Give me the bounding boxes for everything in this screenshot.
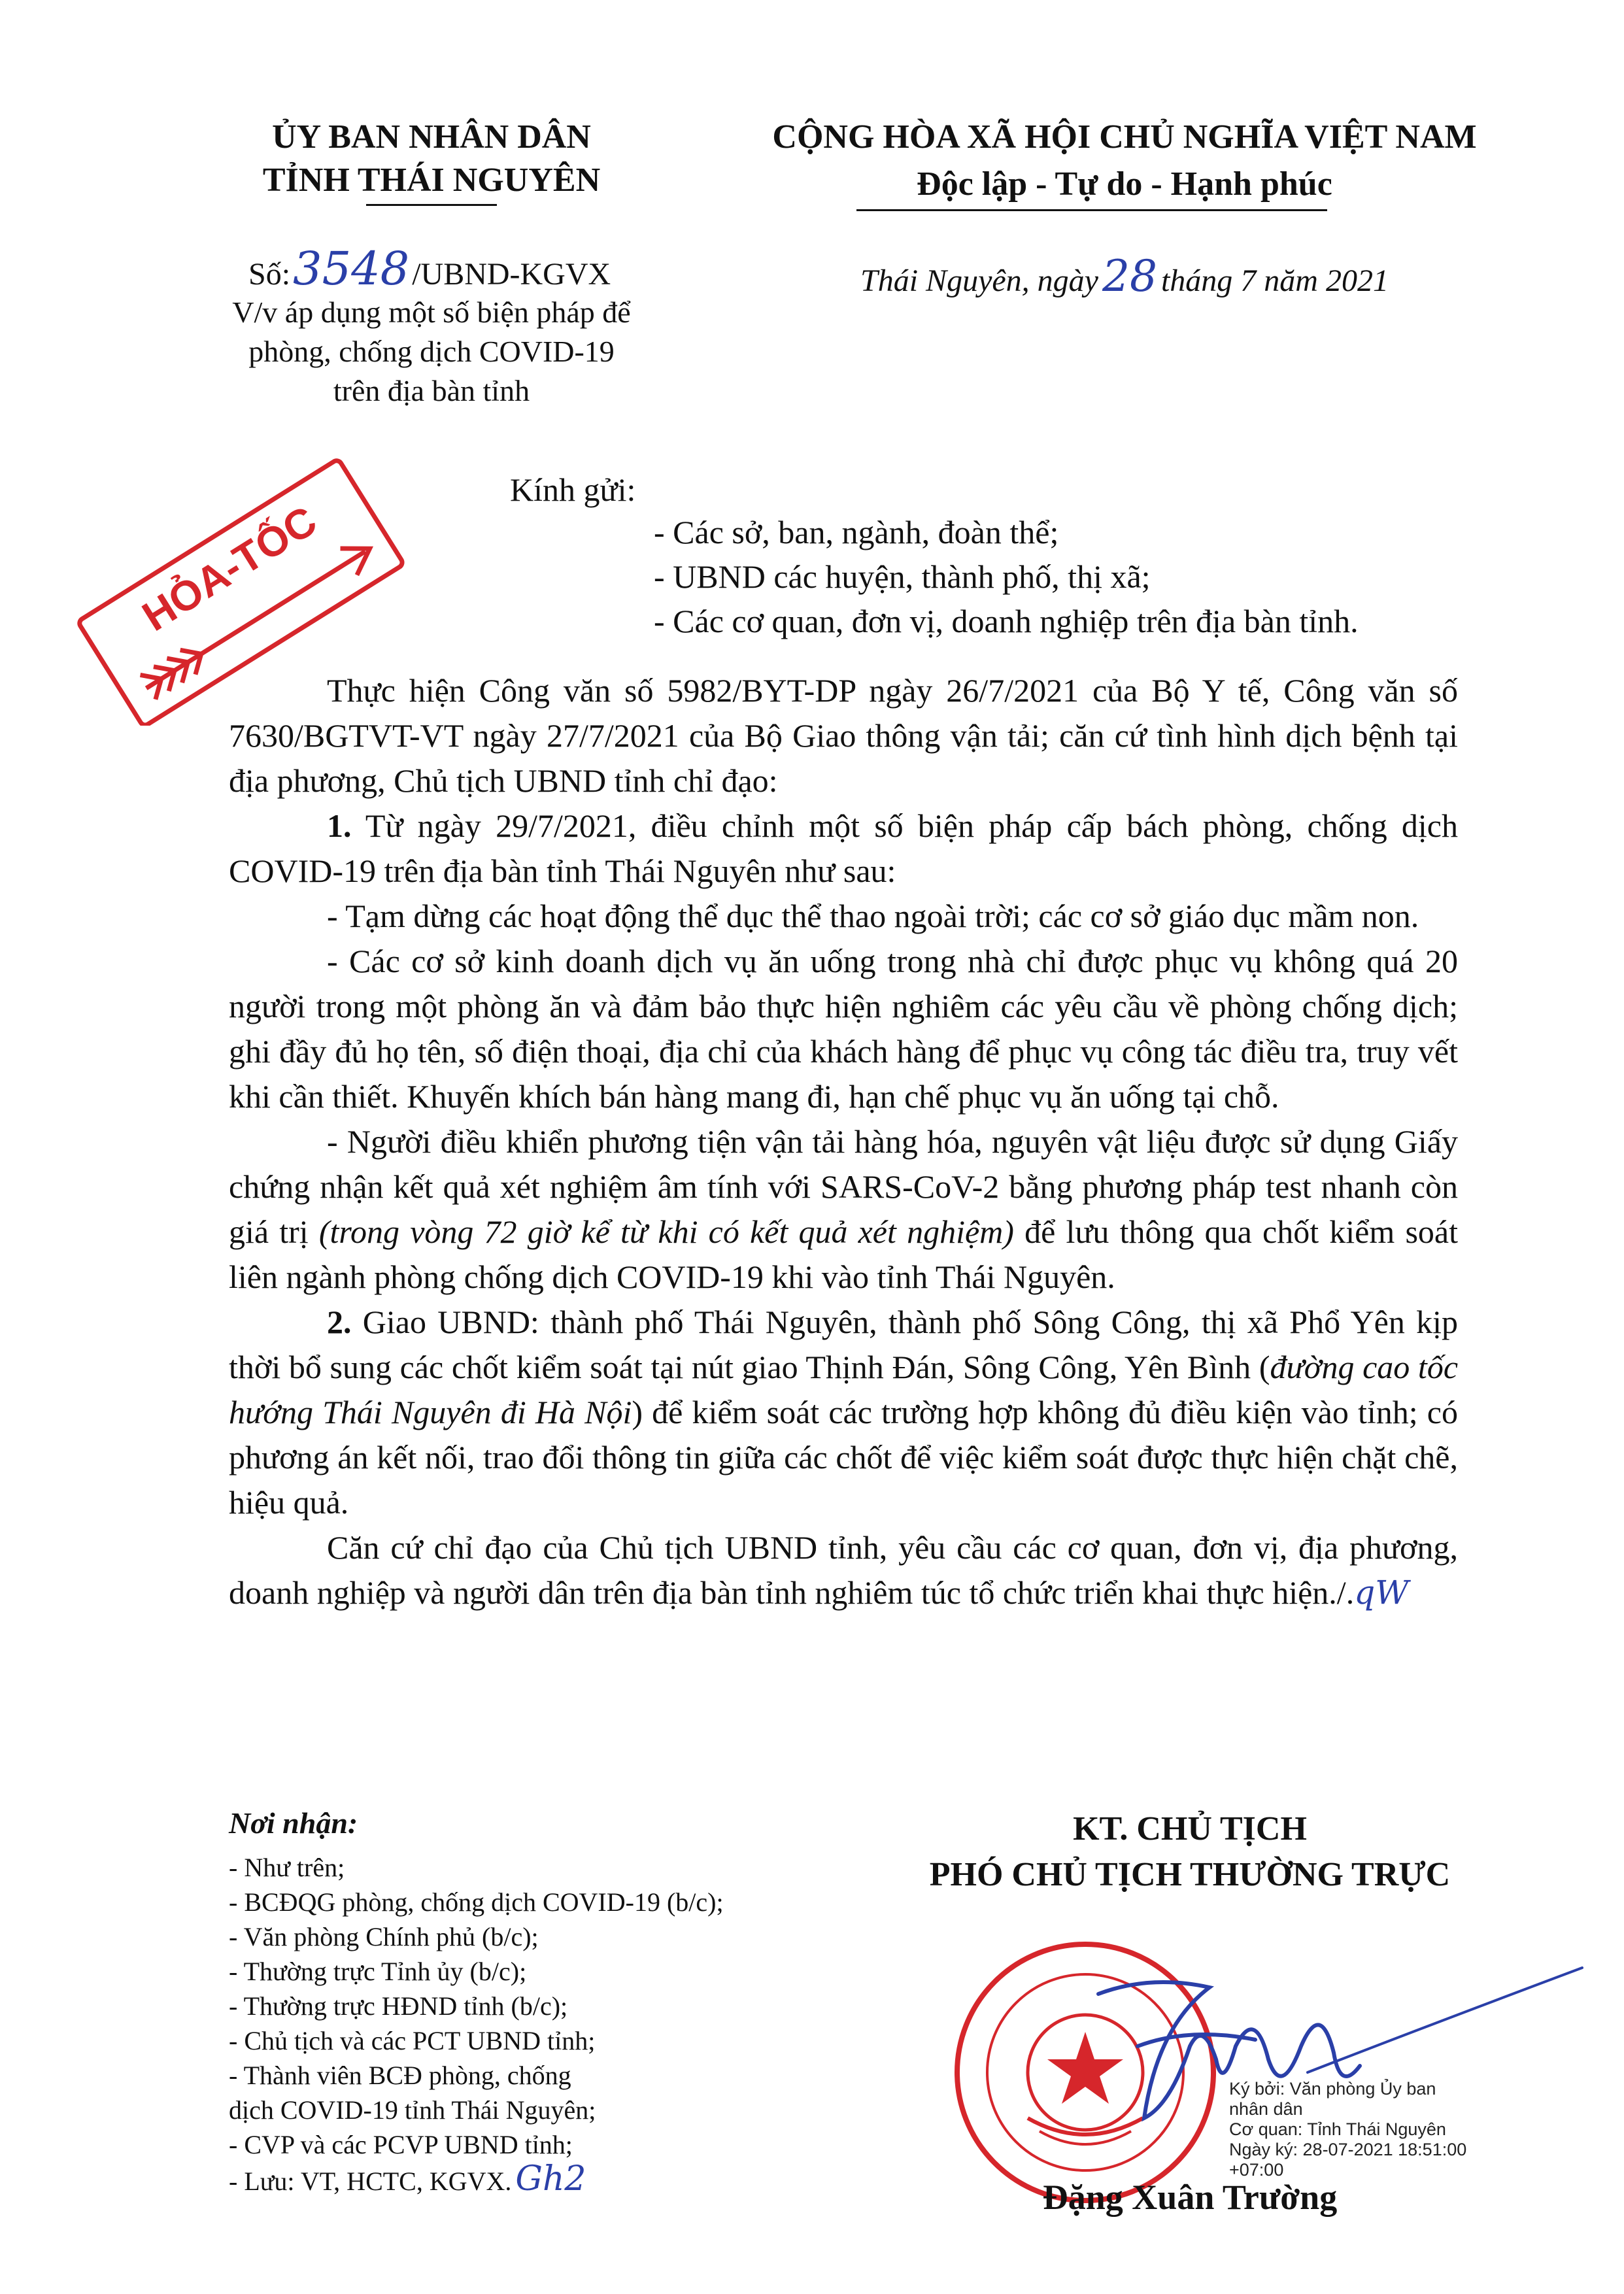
section-2-italic: đường cao tốc hướng Thái Nguyên đi Hà Nội bbox=[229, 1349, 1459, 1430]
bullet-transport-italic: (trong vòng 72 giờ kể từ khi có kết quả xét nghiệm) bbox=[318, 1213, 1014, 1250]
recipient-item: - Các cơ quan, đơn vị, doanh nghiệp trên địa bàn tỉnh. bbox=[654, 603, 1359, 639]
document-date bbox=[706, 251, 1543, 301]
signature-authority: KT. CHỦ TỊCH bbox=[1073, 1810, 1307, 1847]
document-subject bbox=[196, 293, 667, 411]
section-1-number: 1. bbox=[327, 807, 352, 844]
header-divider-left bbox=[366, 204, 497, 206]
closing-initials-handwritten: qW bbox=[1354, 1574, 1409, 1611]
section-2 bbox=[229, 1300, 1458, 1525]
section-1-text: Từ ngày 29/7/2021, điều chỉnh một số biện pháp cấp bách phòng, chống dịch COVID-19 trên địa bàn tỉnh Thái Nguyên như sau: bbox=[229, 807, 1458, 889]
digital-signature-info bbox=[1229, 2079, 1556, 2180]
bullet-transport-text-end: để lưu thông qua chốt kiểm soát liên ngành phòng chống dịch COVID-19 khi vào tỉnh Thái Nguyên. bbox=[229, 1213, 1458, 1295]
section-1 bbox=[229, 803, 1458, 894]
bullet-transport-text: - Người điều khiển phương tiện vận tải hàng hóa, nguyên vật liệu được sử dụng Giấy chứng nhận kết quả xét nghiệm âm tính với SARS-CoV-2 bằng phương pháp test nhanh còn giá trị bbox=[229, 1123, 1458, 1250]
distribution-list bbox=[229, 1850, 817, 2199]
organization-name: ỦY BAN NHÂN DÂN bbox=[272, 118, 591, 156]
digital-signature-line: Ngày ký: 28-07-2021 18:51:00 bbox=[1229, 2140, 1467, 2159]
digital-signature-line: Cơ quan: Tỉnh Thái Nguyên bbox=[1229, 2119, 1446, 2139]
closing-text: Căn cứ chỉ đạo của Chủ tịch UBND tỉnh, yêu cầu các cơ quan, đơn vị, địa phương, doanh nghiệp và người dân trên địa bàn tỉnh nghiêm túc tổ chức triển khai thực hiện./. bbox=[229, 1529, 1458, 1611]
document-number-prefix: Số: bbox=[248, 257, 291, 292]
section-2-text-end: ) để kiểm soát các trường hợp không đủ điều kiện vào tỉnh; có phương án kết nối, trao đổi thông tin giữa các chốt để việc kiểm soát được thực hiện chặt chẽ, hiệu quả. bbox=[229, 1394, 1458, 1521]
date-prefix: Thái Nguyên, ngày bbox=[860, 263, 1098, 298]
bullet-transport-drivers bbox=[229, 1119, 1458, 1300]
digital-signature-line: +07:00 bbox=[1229, 2160, 1284, 2180]
signer-name: Đặng Xuân Trường bbox=[1042, 2178, 1338, 2217]
digital-signature-line: nhân dân bbox=[1229, 2099, 1303, 2119]
distribution-item: - BCĐQG phòng, chống dịch COVID-19 (b/c); bbox=[229, 1887, 724, 1917]
distribution-item: - CVP và các PCVP UBND tỉnh; bbox=[229, 2130, 573, 2159]
distribution-item: - Như trên; bbox=[229, 1853, 345, 1882]
distribution-item bbox=[229, 2159, 817, 2199]
recipient-item: - Các sở, ban, ngành, đoàn thể; bbox=[654, 514, 1059, 550]
distribution-item: - Chủ tịch và các PCT UBND tỉnh; bbox=[229, 2026, 596, 2055]
subject-line: trên địa bàn tỉnh bbox=[333, 374, 530, 407]
organization-province: TỈNH THÁI NGUYÊN bbox=[262, 161, 601, 199]
distribution-title: Nơi nhận: bbox=[229, 1806, 358, 1840]
closing-paragraph bbox=[229, 1525, 1458, 1615]
intro-paragraph: Thực hiện Công văn số 5982/BYT-DP ngày 26/7/2021 của Bộ Y tế, Công văn số 7630/BGTVT-VT ngày 27/7/2021 của Bộ Giao thông vận tải; căn cứ tình hình dịch bệnh tại địa phương, Chủ tịch UBND tỉnh chỉ đạo: bbox=[229, 672, 1458, 799]
recipients-list bbox=[654, 510, 1556, 643]
distribution-item: - Văn phòng Chính phủ (b/c); bbox=[229, 1922, 539, 1951]
subject-line: V/v áp dụng một số biện pháp để bbox=[232, 295, 631, 329]
urgent-stamp-text: HỎA-TỐC bbox=[134, 496, 325, 641]
distribution-item: - Thường trực HĐND tỉnh (b/c); bbox=[229, 1991, 568, 2021]
date-day-handwritten: 28 bbox=[1102, 251, 1157, 301]
distribution-item-text: - Lưu: VT, HCTC, KGVX. bbox=[229, 2167, 512, 2196]
digital-signature-line: Ký bởi: Văn phòng Ủy ban bbox=[1229, 2079, 1436, 2099]
document-body bbox=[229, 668, 1458, 1615]
national-motto: Độc lập - Tự do - Hạnh phúc bbox=[917, 165, 1332, 203]
national-title: CỘNG HÒA XÃ HỘI CHỦ NGHĨA VIỆT NAM bbox=[772, 118, 1477, 156]
distribution-initials-handwritten: Gh2 bbox=[515, 2159, 586, 2199]
subject-line: phòng, chống dịch COVID-19 bbox=[248, 335, 615, 368]
distribution-item: - Thành viên BCĐ phòng, chống bbox=[229, 2061, 571, 2090]
signature-position: PHÓ CHỦ TỊCH THƯỜNG TRỰC bbox=[929, 1856, 1451, 1893]
document-number bbox=[248, 242, 611, 295]
recipients-label: Kính gửi: bbox=[510, 471, 636, 508]
header-divider-right bbox=[856, 209, 1327, 211]
distribution-item: dịch COVID-19 tỉnh Thái Nguyên; bbox=[229, 2095, 596, 2125]
document-number-handwritten: 3548 bbox=[293, 242, 410, 295]
date-suffix: tháng 7 năm 2021 bbox=[1160, 263, 1389, 298]
document-number-suffix: /UBND-KGVX bbox=[412, 257, 611, 292]
section-2-text: Giao UBND: thành phố Thái Nguyên, thành phố Sông Công, thị xã Phổ Yên kịp thời bổ sung các chốt kiểm soát tại nút giao Thịnh Đán, Sông Công, Yên Bình ( bbox=[229, 1304, 1458, 1385]
recipient-item: - UBND các huyện, thành phố, thị xã; bbox=[654, 558, 1151, 595]
distribution-item: - Thường trực Tỉnh ủy (b/c); bbox=[229, 1957, 527, 1986]
bullet-sports-kindergarten: - Tạm dừng các hoạt động thể dục thể thao ngoài trời; các cơ sở giáo dục mầm non. bbox=[327, 898, 1419, 934]
bullet-food-service: - Các cơ sở kinh doanh dịch vụ ăn uống trong nhà chỉ được phục vụ không quá 20 người trong một phòng ăn và đảm bảo thực hiện nghiêm các yêu cầu về phòng chống dịch; ghi đầy đủ họ tên, số điện thoại, địa chỉ của khách hàng để phục vụ công tác điều tra, truy vết khi cần thiết. Khuyến khích bán hàng mang đi, hạn chế phục vụ ăn uống tại chỗ. bbox=[229, 943, 1458, 1115]
section-2-number: 2. bbox=[327, 1304, 352, 1340]
